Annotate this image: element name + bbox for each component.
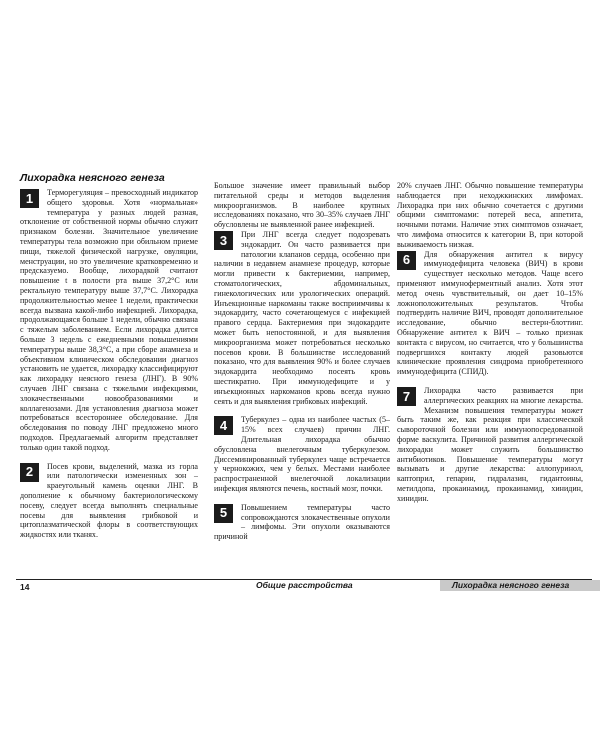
footer-section-title: Общие расстройства [256,580,353,590]
paragraph-text: Посев крови, выделений, мазка из горла или патологически измененных зон – краеугольный камень оценки ЛНГ. В дополнение к обычному бактериологическому посеву, следует всегда выполнять специальные посевы для выявления грибковой и цитоплазматической флоры в соответствующих жидкостях или тканях. [20,461,198,540]
footer-chapter-title: Лихорадка неясного генеза [452,580,570,590]
continued-paragraph: Большое значение имеет правильный выбор питательной среды и методов выделения микроорганизмов. В наиболее крупных исследованиях показано, что 30–35% случаев ЛНГ обусловлены не выявленной ранее инфекцией. [214,181,390,230]
text-column-2 [214,181,390,551]
numbered-paragraph-1 [20,188,198,453]
numbered-paragraph-2 [20,462,198,540]
paragraph-text: Повышением температуры часто сопровождаются злокачественные опухоли – лимфомы. Эти опухоли оказываются причиной [214,502,390,542]
section-heading: Лихорадка неясного генеза [20,172,165,184]
numbered-paragraph-4 [214,415,390,493]
text-column-1 [20,188,198,549]
paragraph-number-badge: 2 [20,463,39,482]
numbered-paragraph-3 [214,230,390,406]
paragraph-text: Туберкулез – одна из наиболее частых (5–15% всех случаев) причин ЛНГ. Длительная лихорадка обычно обусловлена внелегочным туберкулезом. Диссеминированный туберкулез чаще встречается у чернокожих, чем у белых. Местами наиболее распространенной внелегочной локализации инфекция являются печень, костный мозг, почки. [214,415,390,493]
numbered-paragraph-6 [397,250,583,377]
paragraph-number-badge: 4 [214,416,233,435]
page-number: 14 [20,582,30,592]
paragraph-text: Терморегуляция – превосходный индикатор общего здоровья. Хотя «нормальная» температура у разных людей разная, отклонение от собственной нормы обычно служит признаком болезни. Значительное увеличение температуры тела возможно при обильном приеме пищи, тяжелой физической нагрузке, овуляции, менструации, но это увеличение кратковременно и предсказуемо. Вообще, лихорадкой считают повышение t в полости рта выше 37,2°С или ректальную температуру выше 37,7°С. Лихорадка продолжительностью менее 1 недели, практически всегда вызвана какой-либо инфекцией. Лихорадка, продолжающаяся больше 1 недели, обычно связана с тяжелым заболеванием. Если лихорадка длится больше 3 недель с ежедневными повышениями температуры выше 38,3°С, а при сборе анамнеза и объективном клиническом обследовании диагноз установить не удается, лихорадку классифицируют как лихорадку неясного генеза (ЛНГ). В 90% случаев ЛНГ связана с тяжелыми инфекциями, злокачественными новообразованиями и коллагенозами. Для установления диагноза может потребоваться всестороннее обследование. Для обследования по поводу ЛНГ предложено много подходов. Предлагаемый алгоритм представляет только один такой подход. [20,188,198,452]
paragraph-number-badge: 1 [20,189,39,208]
paragraph-text: Лихорадка часто развивается при аллергических реакциях на многие лекарства. Механизм повышения температуры может быть таким же, как реакция при классической сывороточной болезни или иммунопосредованной форме васкулита. Причиной развития аллергической лихорадки может служить большинство антибиотиков. Повышение температуры могут вызывать и другие лекарства: аллопуринол, каптоприл, гепарин, гидралазин, гидантоины, метилдопа, прокаинамид, прокаинамид, хинидин, хинидин. [397,385,583,503]
paragraph-number-badge: 7 [397,387,416,406]
paragraph-text: Для обнаружения антител к вирусу иммунодефицита человека (ВИЧ) в крови существует несколько методов. Чаще всего применяют иммуноферментный анализ. Хотя этот метод очень чувствительный, он дает 10–15% ложноположительных результатов. Чтобы подтвердить наличие ВИЧ, проводят дополнительное исследование, обычно вестерн-блоттинг. Обнаружение антител к ВИЧ – только признак контакта с вирусом, но считается, что у большинства подвергшихся контакту людей разовьются клинические проявления синдрома приобретенного иммунодефицита (СПИД). [397,249,583,377]
paragraph-number-badge: 3 [214,231,233,250]
paragraph-number-badge: 6 [397,251,416,270]
numbered-paragraph-5 [214,503,390,542]
text-column-3 [397,181,583,513]
paragraph-number-badge: 5 [214,504,233,523]
numbered-paragraph-7 [397,386,583,504]
continued-paragraph: 20% случаев ЛНГ. Обычно повышение температуры наблюдается при неходжкинских лимфомах. Лихорадка при них обычно сочетается с другими общими симптомами: потерей веса, аппетита, ночными потами. Наличие этих симптомов означает, что лимфома относится к категории В, при которой выживаемость низкая. [397,181,583,249]
paragraph-text: При ЛНГ всегда следует подозревать эндокардит. Он часто развивается при патологии клапанов сердца, особенно при наличии в недавнем анамнезе процедур, которые могли привести к бактериемии, например, стоматологических, абдоминальных, гинекологических или урологических операций. Инъекционные наркоманы также восприимчивы к эндокардиту, часто сочетающемуся с инфекцией правого сердца. Бактериемия при эндокардите может быть непостоянной, и для выявления микроорганизма может потребоваться несколько посевов крови. В большинстве исследований показано, что для выявления 90% и более случаев эндокардита необходимо посеять кровь шестикратно. При иммунодефиците и у инъекционных наркоманов кровь всегда нужно сеять и для выявления грибковых инфекций. [214,229,390,406]
